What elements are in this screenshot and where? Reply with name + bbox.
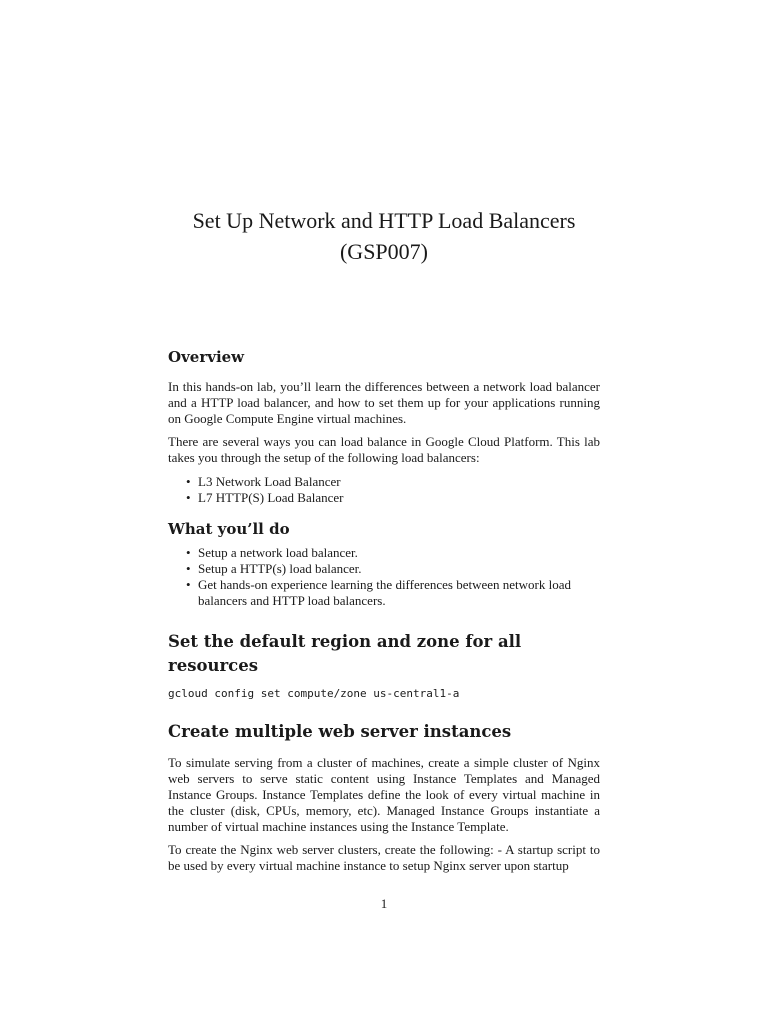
list-item [168,490,600,506]
web-servers-paragraph-2: To create the Nginx web server clusters, create the following: - A startup script to be used by every virtual machine instance to setup Nginx server upon startup [168,842,600,873]
load-balancer-list [168,474,600,506]
title-line-2: (GSP007) [339,239,428,264]
bullet-glyph: • [186,490,191,505]
bullet-glyph: • [186,561,191,576]
list-item [168,545,600,561]
bullet-glyph: • [186,474,191,489]
what-youll-do-list [168,545,600,609]
bullet-glyph: • [186,577,191,592]
web-servers-heading: Create multiple web server instances [168,722,512,741]
overview-heading: Overview [168,348,245,366]
title-line-1: Set Up Network and HTTP Load Balancers [192,208,576,233]
overview-paragraph-2: There are several ways you can load balance in Google Cloud Platform. This lab takes you through the setup of the following load balancers: [168,434,600,465]
bullet-glyph: • [186,545,191,560]
list-item-text: Get hands-on experience learning the differences between network load balancers and HTTP load balancers. [198,577,571,608]
list-item [168,577,600,609]
gcloud-command: gcloud config set compute/zone us-central1-a [168,687,460,700]
list-item-text: L7 HTTP(S) Load Balancer [198,490,344,505]
list-item-text: Setup a network load balancer. [198,545,358,560]
document-body [168,346,600,874]
list-item [168,561,600,577]
default-region-heading: Set the default region and zone for all resources [168,632,522,675]
document-title [0,205,768,267]
list-item-text: L3 Network Load Balancer [198,474,341,489]
list-item-text: Setup a HTTP(s) load balancer. [198,561,362,576]
web-servers-paragraph-1: To simulate serving from a cluster of machines, create a simple cluster of Nginx web servers to serve static content using Instance Templates and Managed Instance Groups. Instance Templates define the look of every virtual machine in the cluster (disk, CPUs, memory, etc). Managed Instance Groups instantiate a number of virtual machine instances using the Instance Template. [168,755,600,834]
list-item [168,474,600,490]
what-youll-do-heading: What you’ll do [168,520,290,538]
overview-paragraph-1: In this hands-on lab, you’ll learn the differences between a network load balancer and a HTTP load balancer, and how to set them up for your applications running on Google Compute Engine virtual machines. [168,379,600,426]
page-number: 1 [380,896,388,911]
